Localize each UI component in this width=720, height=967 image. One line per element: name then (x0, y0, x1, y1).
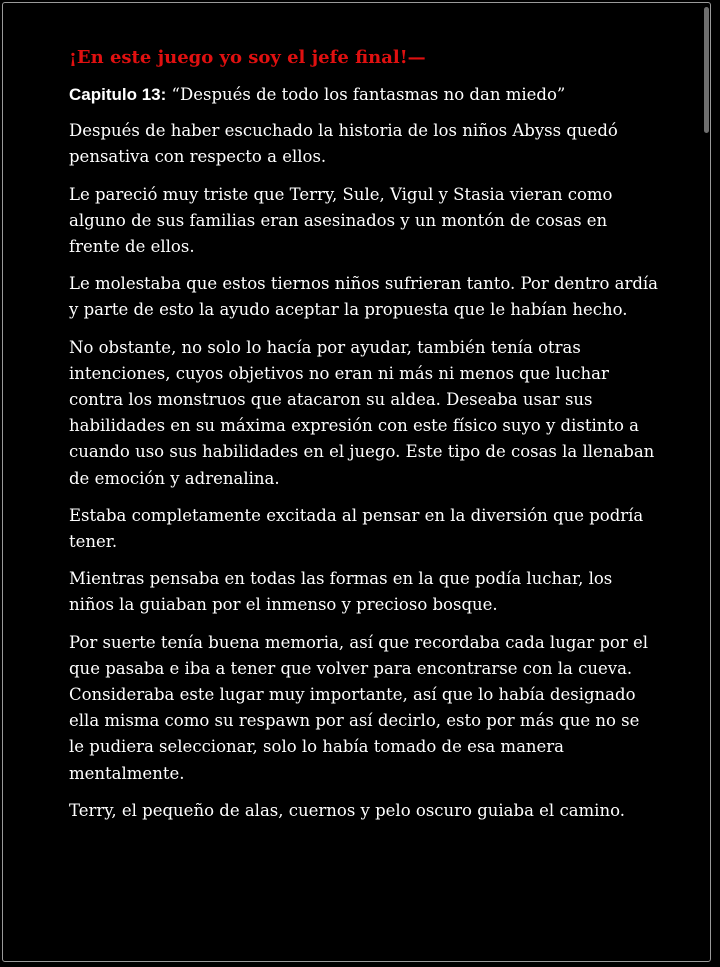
paragraph: Mientras pensaba en todas las formas en la que podía luchar, los niños la guiaban por el inmenso y precioso bosque. (69, 569, 613, 615)
paragraph: Terry, el pequeño de alas, cuernos y pelo oscuro guiaba el camino. (69, 800, 625, 820)
paragraph: Le molestaba que estos tiernos niños sufrieran tanto. Por dentro ardía y parte de esto la ayudo aceptar la propuesta que le habían hecho. (69, 274, 659, 320)
paragraph: No obstante, no solo lo hacía por ayudar, también tenía otras intenciones, cuyos objetivos no eran ni más ni menos que luchar contra los monstruos que atacaron su aldea. Deseaba usar sus habilidades en su máxima expresión con este físico suyo y distinto a cuando uso sus habilidades en el juego. Este tipo de cosas la llenaban de emoción y adrenalina. (69, 337, 655, 488)
chapter-title: “Después de todo los fantasmas no dan miedo” (171, 85, 566, 104)
document-title: ¡En este juego yo soy el jefe final!— (69, 47, 426, 68)
paragraph: Le pareció muy triste que Terry, Sule, Vigul y Stasia vieran como alguno de sus familias eran asesinados y un montón de cosas en frente de ellos. (69, 184, 613, 257)
paragraph: Estaba completamente excitada al pensar en la diversión que podría tener. (69, 505, 644, 552)
scrollbar-thumb[interactable] (704, 7, 709, 133)
paragraph: Después de haber escuchado la historia de los niños Abyss quedó pensativa con respecto a ellos. (69, 121, 618, 167)
paragraph: Por suerte tenía buena memoria, así que recordaba cada lugar por el que pasaba e iba a tener que volver para encontrarse con la cueva. Consideraba este lugar muy importante, así que lo había designado ella misma como su respawn por así decirlo, esto por más que no se le pudiera seleccionar, solo lo había tomado de esa manera mentalmente. (69, 632, 649, 783)
chapter-label: Capitulo 13: (69, 85, 167, 104)
chapter-heading (69, 82, 659, 108)
document-content (69, 44, 659, 835)
